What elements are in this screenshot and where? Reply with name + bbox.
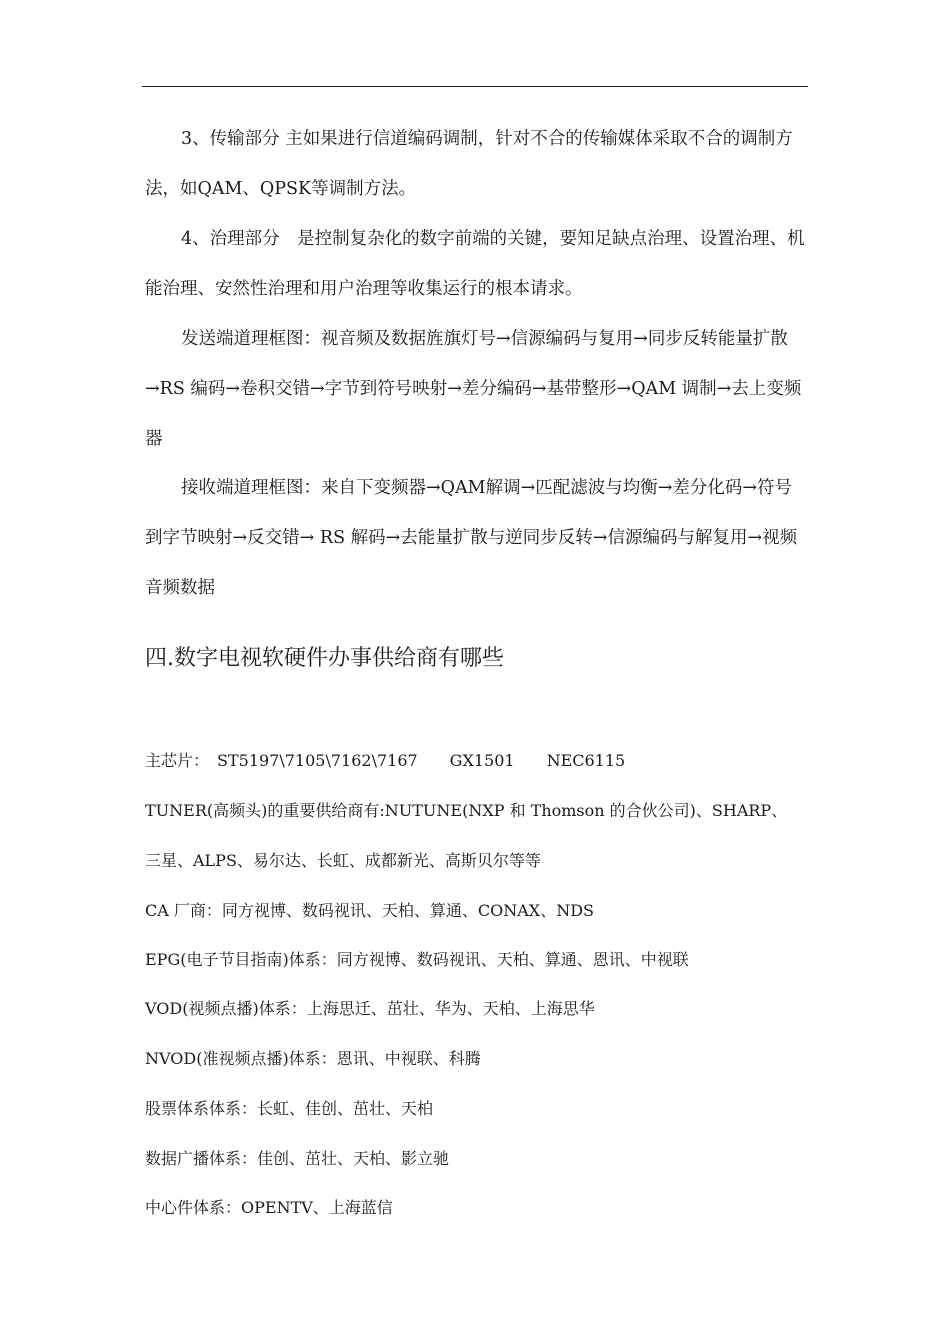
list-item: 中心件体系：OPENTV、上海蓝信 <box>145 1198 393 1217</box>
list-item: 数据广播体系：佳创、茁壮、天柏、影立驰 <box>145 1149 450 1168</box>
list-item: NVOD(准视频点播)体系：恩讯、中视联、科腾 <box>145 1049 481 1068</box>
paragraph-transmit-diagram: 发送端道理框图：视音频及数据旌旗灯号→信源编码与复用→同步反转能量扩散→RS 编码→卷积交错→字节到符号映射→差分编码→基带整形→QAM 调制→去上变频器 <box>145 329 802 449</box>
section-heading: 四.数字电视软硬件办事供给商有哪些 <box>145 646 504 671</box>
header-rule <box>142 86 808 87</box>
list-item: CA 厂商：同方视博、数码视讯、天柏、算通、CONAX、NDS <box>145 901 594 920</box>
list-item: 股票体系体系：长虹、佳创、茁壮、天柏 <box>145 1099 434 1118</box>
list-item: 三星、ALPS、易尔达、长虹、成都新光、高斯贝尔等等 <box>145 851 541 870</box>
list-item: VOD(视频点播)体系：上海思迁、茁壮、华为、天柏、上海思华 <box>145 999 595 1018</box>
list-item: TUNER(高频头)的重要供给商有:NUTUNE(NXP 和 Thomson 的合伙公司)、SHARP、 <box>145 801 788 820</box>
paragraph-receive-diagram: 接收端道理框图：来自下变频器→QAM解调→匹配滤波与均衡→差分化码→符号到字节映射→反交错→ RS 解码→去能量扩散与逆同步反转→信源编码与解复用→视频音频数据 <box>145 478 798 598</box>
list-item: EPG(电子节目指南)体系：同方视博、数码视讯、天柏、算通、恩讯、中视联 <box>145 950 689 969</box>
list-item: 主芯片： ST5197\7105\7162\7167 GX1501 NEC6115 <box>145 751 626 770</box>
paragraph-management: 4、治理部分 是控制复杂化的数字前端的关键，要知足缺点治理、设置治理、机能治理、安然性治理和用户治理等收集运行的根本请求。 <box>145 229 805 299</box>
paragraph-transmission: 3、传输部分 主如果进行信道编码调制，针对不合的传输媒体采取不合的调制方法，如QAM、QPSK等调制方法。 <box>145 129 793 199</box>
